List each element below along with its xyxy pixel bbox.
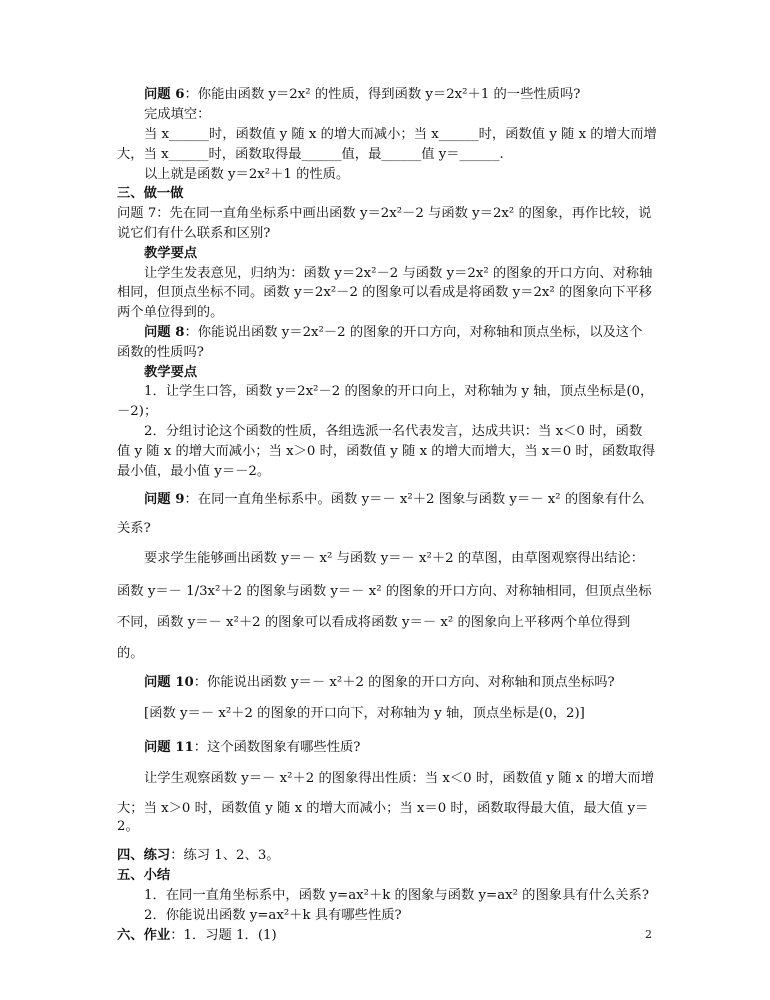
bold-heading: 四、练习 — [117, 848, 171, 863]
text-line — [144, 166, 349, 184]
line-text: [函数 y＝－ x²＋2 的图象的开口向下，对称轴为 y 轴，顶点坐标是(0，2)] — [144, 706, 585, 721]
bold-heading: 问题 10 — [144, 675, 194, 690]
line-text: －2)； — [117, 404, 158, 419]
line-text: 最小值，最小值 y＝－2。 — [117, 464, 271, 479]
line-text: 以上就是函数 y＝2x²＋1 的性质。 — [144, 167, 350, 182]
line-text: 说它们有什么联系和区别? — [117, 226, 271, 241]
text-line — [117, 225, 270, 243]
line-text: ：在同一直角坐标系中。函数 y＝－ x²＋2 图象与函数 y＝－ x² 的图象有什么 — [184, 492, 645, 507]
text-line — [117, 344, 204, 362]
text-line — [117, 304, 223, 322]
line-text: 相同，但顶点坐标不同。函数 y＝2x²－2 的图象可以看成是将函数 y＝2x² 的图象向下平移 — [117, 285, 653, 300]
line-text: 大；当 x＞0 时，函数值 y 随 x 的增大而减小；当 x＝0 时，函数取得最大值，最大值 y＝ — [117, 801, 649, 816]
text-line — [117, 818, 139, 836]
text-line — [144, 423, 642, 441]
line-text: 值 y 随 x 的增大而减小；当 x＞0 时，函数值 y 随 x 的增大而增大，当 x＝0 时，函数取得 — [117, 444, 656, 459]
text-line — [117, 927, 277, 945]
text-line — [144, 245, 197, 263]
text-line — [144, 364, 197, 382]
line-text: 的。 — [117, 646, 144, 661]
text-line — [117, 185, 183, 203]
text-line — [117, 146, 504, 164]
line-text: 完成填空： — [144, 107, 211, 122]
bold-heading: 六、作业 — [117, 928, 171, 943]
text-line — [117, 403, 157, 421]
text-line — [117, 583, 652, 601]
text-line — [144, 383, 653, 401]
text-line — [117, 284, 652, 302]
text-line — [117, 614, 630, 632]
line-text: 1．让学生口答，函数 y＝2x²－2 的图象的开口向上，对称轴为 y 轴，顶点坐标是(0， — [144, 384, 654, 399]
text-line — [144, 887, 649, 905]
text-line — [144, 705, 585, 723]
bold-heading: 问题 9 — [144, 492, 185, 507]
text-line — [144, 674, 615, 692]
line-text: 函数 y＝－ 1/3x²＋2 的图象与函数 y＝－ x² 的图象的开口方向、对称轴相同，但顶点坐标 — [117, 584, 652, 599]
line-text: 2．分组讨论这个函数的性质，各组选派一名代表发言，达成共识：当 x＜0 时，函数 — [144, 424, 643, 439]
page-number: 2 — [645, 928, 652, 941]
text-line — [117, 463, 270, 481]
text-line — [144, 324, 642, 342]
line-text: 要求学生能够画出函数 y＝－ x² 与函数 y＝－ x²＋2 的草图，由草图观察得出结论： — [144, 551, 645, 566]
line-text: 关系? — [117, 521, 151, 536]
text-line — [144, 770, 654, 788]
text-line — [117, 205, 651, 223]
line-text: 函数的性质吗? — [117, 345, 204, 360]
bold-heading: 问题 11 — [144, 740, 194, 755]
line-text: ：你能说出函数 y＝－ x²＋2 的图象的开口方向、对称轴和顶点坐标吗? — [193, 675, 615, 690]
line-text: 让学生观察函数 y＝－ x²＋2 的图象得出性质：当 x＜0 时，函数值 y 随 x 的增大而增 — [144, 771, 655, 786]
line-text: ：1．习题 1．(1) — [170, 928, 277, 943]
text-line — [117, 867, 170, 885]
text-line — [117, 800, 648, 818]
bold-heading: 三、做一做 — [117, 186, 184, 201]
line-text: 不同，函数 y＝－ x²＋2 的图象可以看成将函数 y＝－ x² 的图象向上平移两个单位得到 — [117, 615, 631, 630]
line-text: ：你能说出函数 y＝2x²－2 的图象的开口方向，对称轴和顶点坐标，以及这个 — [184, 325, 643, 340]
text-line — [144, 265, 652, 283]
line-text: 让学生发表意见，归纳为：函数 y＝2x²－2 与函数 y＝2x² 的图象的开口方向、对称轴 — [144, 266, 653, 281]
text-line — [144, 86, 580, 104]
bold-heading: 问题 8 — [144, 325, 185, 340]
bold-heading: 问题 6 — [144, 87, 185, 102]
bold-heading: 五、小结 — [117, 868, 171, 883]
text-line — [144, 907, 402, 925]
line-text: ：练习 1、2、3。 — [170, 848, 280, 863]
text-line — [117, 847, 280, 865]
line-text: 大，当 x______时，函数取得最______值，最______值 y＝______. — [117, 147, 504, 162]
text-line — [117, 520, 151, 538]
line-text: 2．你能说出函数 y=ax²＋k 具有哪些性质? — [144, 908, 402, 923]
line-text: 问题 7：先在同一直角坐标系中画出函数 y＝2x²－2 与函数 y＝2x² 的图象，再作比较，说 — [117, 206, 652, 221]
line-text: 两个单位得到的。 — [117, 305, 224, 320]
line-text: ：你能由函数 y＝2x² 的性质，得到函数 y＝2x²＋1 的一些性质吗? — [184, 87, 581, 102]
text-line — [117, 645, 144, 663]
line-text: 1．在同一直角坐标系中，函数 y=ax²＋k 的图象与函数 y=ax² 的图象具有什么关系? — [144, 888, 649, 903]
bold-heading: 教学要点 — [144, 365, 198, 380]
text-line — [144, 106, 210, 124]
text-line — [144, 739, 360, 757]
line-text: 2。 — [117, 819, 139, 834]
bold-heading: 教学要点 — [144, 246, 198, 261]
text-line — [117, 443, 655, 461]
text-line — [144, 550, 644, 568]
line-text: 当 x______时，函数值 y 随 x 的增大而减小；当 x______时，函数值 y 随 x 的增大而增 — [144, 127, 657, 142]
line-text: ：这个函数图象有哪些性质? — [193, 740, 361, 755]
text-line — [144, 491, 645, 509]
text-line — [144, 126, 657, 144]
